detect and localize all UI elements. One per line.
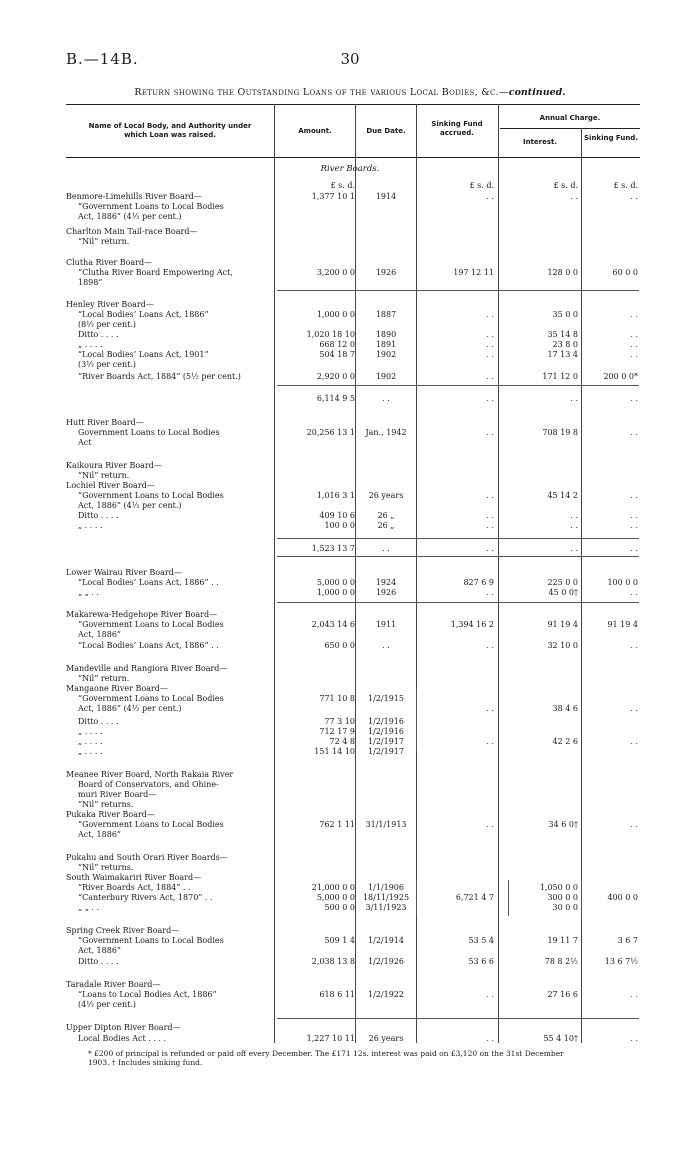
row-interest: 300 0 0: [547, 893, 578, 902]
row-interest: 32 10 0: [547, 641, 578, 650]
row-amount: 712 17 9: [319, 727, 355, 736]
row-interest: 34 6 0†: [548, 820, 578, 829]
row-due-date: 1911: [375, 620, 397, 629]
row-sinking-fund: . .: [630, 521, 638, 530]
row-sinking-fund: . .: [630, 588, 638, 597]
row-name: (8½ per cent.): [78, 320, 136, 329]
row-due-date: 1902: [375, 350, 397, 359]
row-sinking-fund: . .: [630, 704, 638, 713]
row-sinking-accrued: 53 6 6: [468, 957, 494, 966]
subtotal-rule: [277, 385, 639, 386]
subtotal-rule: [277, 538, 639, 539]
row-sinking-accrued: 53 5 4: [468, 936, 494, 945]
row-interest: 23 8 0: [552, 340, 578, 349]
col-head-name: Name of Local Body, and Authority under which Loan was raised.: [88, 122, 252, 139]
row-interest: 78 8 2½: [544, 957, 578, 966]
section-heading: River Boards.: [320, 164, 380, 174]
row-sinking-fund: . .: [630, 350, 638, 359]
row-due-date: 1/2/1916: [368, 727, 404, 736]
row-due-date: 1926: [375, 588, 397, 597]
row-name: (4½ per cent.): [78, 1000, 136, 1009]
row-interest: . .: [570, 521, 578, 530]
row-interest: 171 12 0: [542, 372, 578, 381]
row-name: Act, 1886” (4½ per cent.): [78, 212, 182, 221]
footnote-2: 1903. † Includes sinking fund.: [88, 1058, 203, 1067]
row-sinking-fund: 400 0 0: [607, 893, 638, 902]
row-sinking-fund: . .: [630, 990, 638, 999]
row-sinking-fund: 100 0 0: [607, 578, 638, 587]
table-title: [0, 87, 700, 98]
row-sinking-fund: . .: [630, 544, 638, 553]
row-sinking-accrued: . .: [486, 511, 494, 520]
row-name: Local Bodies Act . . . .: [78, 1034, 167, 1043]
row-amount: 1,020 18 10: [306, 330, 355, 339]
row-sinking-accrued: . .: [486, 820, 494, 829]
row-due-date: 1891: [375, 340, 397, 349]
row-due-date: 1887: [375, 310, 397, 319]
row-interest: 45 0 0†: [548, 588, 578, 597]
row-amount: 72 4 8: [329, 737, 355, 746]
row-name: Clutha River Board—: [66, 258, 153, 267]
row-sinking-accrued: . .: [486, 428, 494, 437]
row-name: “Government Loans to Local Bodies: [78, 620, 224, 629]
row-name: “Government Loans to Local Bodies: [78, 202, 224, 211]
row-name: Charlton Main Tail-race Board—: [66, 227, 198, 236]
subtotal-rule: [277, 556, 639, 557]
row-name: South Waimakariri River Board—: [66, 873, 202, 882]
row-amount: 409 10 6: [319, 511, 355, 520]
row-amount: 500 0 0: [324, 903, 355, 912]
row-amount: 650 0 0: [324, 641, 355, 650]
row-interest: 27 16 6: [547, 990, 578, 999]
row-name: Mandeville and Rangiora River Board—: [66, 664, 228, 673]
row-interest: 708 19 8: [542, 428, 578, 437]
header-bottom-rule: [66, 157, 640, 158]
row-name: Kaikoura River Board—: [66, 461, 162, 470]
row-name: “Clutha River Board Empowering Act,: [78, 268, 233, 277]
row-sinking-fund: . .: [630, 737, 638, 746]
row-amount: 771 10 8: [319, 694, 355, 703]
row-due-date: . .: [382, 641, 390, 650]
row-name: “Government Loans to Local Bodies: [78, 694, 224, 703]
row-name: “Government Loans to Local Bodies: [78, 491, 224, 500]
row-name: Act, 1886”: [78, 630, 122, 639]
row-due-date: Jan., 1942: [365, 428, 407, 437]
title-text: Return showing the Outstanding Loans of the various Local Bodies, &c.—: [134, 87, 509, 98]
row-name: “Nil” return.: [78, 674, 130, 683]
row-name: Taradale River Board—: [66, 980, 161, 989]
row-amount: 2,038 13 8: [311, 957, 355, 966]
row-amount: 509 1 4: [324, 936, 355, 945]
row-due-date: 1924: [375, 578, 397, 587]
row-amount: 3,200 0 0: [316, 268, 355, 277]
row-due-date: 1926: [375, 268, 397, 277]
header-top-rule: [66, 104, 640, 105]
row-sinking-accrued: . .: [486, 350, 494, 359]
col-head-sinking-fund: Sinking Fund.: [584, 134, 638, 142]
row-name: “Government Loans to Local Bodies: [78, 936, 224, 945]
row-sinking-accrued: . .: [486, 521, 494, 530]
row-sinking-fund: £ s. d.: [613, 181, 638, 190]
row-due-date: . .: [382, 394, 390, 403]
row-sinking-fund: . .: [630, 641, 638, 650]
row-interest: 225 0 0: [547, 578, 578, 587]
row-sinking-accrued: 827 6 9: [463, 578, 494, 587]
row-interest: 17 13 4: [547, 350, 578, 359]
row-sinking-accrued: . .: [486, 704, 494, 713]
annual-charge-rule: [500, 128, 640, 129]
row-name: “Canterbury Rivers Act, 1870” . .: [78, 893, 213, 902]
row-due-date: 26 „: [377, 511, 395, 520]
row-sinking-accrued: . .: [486, 330, 494, 339]
row-sinking-fund: 91 19 4: [607, 620, 638, 629]
subtotal-rule: [277, 602, 639, 603]
row-amount: 5,000 0 0: [316, 893, 355, 902]
row-interest: 55 4 10†: [543, 1034, 578, 1043]
row-amount: 1,523 13 7: [311, 544, 355, 553]
row-name: “Government Loans to Local Bodies: [78, 820, 224, 829]
row-name: Pukahu and South Orari River Boards—: [66, 853, 228, 862]
row-name: (3½ per cent.): [78, 360, 136, 369]
row-interest: 30 0 0: [552, 903, 578, 912]
row-due-date: 1/1/1906: [368, 883, 404, 892]
row-amount: 5,000 0 0: [316, 578, 355, 587]
row-name: Act, 1886”: [78, 830, 122, 839]
page-number: 30: [340, 50, 360, 68]
row-name: muri River Board—: [78, 790, 157, 799]
row-sinking-fund: . .: [630, 340, 638, 349]
col-sep-2: [355, 104, 356, 1043]
row-due-date: 1/2/1914: [368, 936, 404, 945]
subtotal-rule: [277, 1018, 639, 1019]
row-name: “Nil” return.: [78, 237, 130, 246]
row-interest: 128 0 0: [547, 268, 578, 277]
row-name: “Local Bodies’ Loans Act, 1901”: [78, 350, 209, 359]
row-due-date: 1/2/1916: [368, 717, 404, 726]
col-head-amount: Amount.: [298, 127, 332, 135]
row-sinking-accrued: . .: [486, 372, 494, 381]
row-sinking-accrued: . .: [486, 340, 494, 349]
row-interest: 35 0 0: [552, 310, 578, 319]
row-interest: . .: [570, 192, 578, 201]
row-interest: 91 19 4: [547, 620, 578, 629]
row-name: „ „ . .: [78, 588, 100, 597]
row-amount: 618 6 11: [319, 990, 355, 999]
row-due-date: 18/11/1925: [362, 893, 410, 902]
row-due-date: 1/2/1917: [368, 737, 404, 746]
row-interest: 38 4 6: [552, 704, 578, 713]
row-due-date: . .: [382, 544, 390, 553]
row-name: Board of Conservators, and Ohine-: [78, 780, 219, 789]
row-amount: 100 0 0: [324, 521, 355, 530]
row-name: Ditto . . . .: [78, 957, 119, 966]
row-interest: £ s. d.: [553, 181, 578, 190]
row-interest: 1,050 0 0: [539, 883, 578, 892]
row-sinking-accrued: . .: [486, 990, 494, 999]
row-amount: 1,377 10 1: [311, 192, 355, 201]
footnote-1: * £200 of principal is refunded or paid off every December. The £171 12s. interest was paid on £3,120 on the 31st December: [88, 1049, 564, 1058]
row-name: Act: [78, 438, 92, 447]
row-sinking-accrued: . .: [486, 394, 494, 403]
row-amount: 21,000 0 0: [311, 883, 355, 892]
row-sinking-accrued: . .: [486, 588, 494, 597]
row-sinking-accrued: . .: [486, 310, 494, 319]
row-due-date: 26 years: [368, 1034, 404, 1043]
row-sinking-fund: . .: [630, 1034, 638, 1043]
row-sinking-fund: 60 0 0: [612, 268, 638, 277]
row-amount: 1,016 3 1: [316, 491, 355, 500]
row-due-date: 1902: [375, 372, 397, 381]
row-name: Spring Creek River Board—: [66, 926, 180, 935]
row-interest: . .: [570, 394, 578, 403]
row-amount: 77 3 10: [324, 717, 355, 726]
row-sinking-accrued: 1,394 16 2: [450, 620, 494, 629]
row-name: Makarewa-Hedgehope River Board—: [66, 610, 218, 619]
row-amount: 151 14 10: [314, 747, 355, 756]
row-name: Meanee River Board, North Rakaia River: [66, 770, 234, 779]
row-sinking-accrued: £ s. d.: [469, 181, 494, 190]
row-sinking-fund: . .: [630, 820, 638, 829]
row-due-date: 1/2/1926: [368, 957, 404, 966]
row-name: “Nil” returns.: [78, 863, 134, 872]
page-reference: B.—14B.: [66, 50, 139, 68]
row-sinking-fund: . .: [630, 192, 638, 201]
row-amount: 1,000 0 0: [316, 310, 355, 319]
row-name: „ . . . .: [78, 737, 103, 746]
row-amount: 1,000 0 0: [316, 588, 355, 597]
row-due-date: 31/1/1913: [365, 820, 407, 829]
row-interest: . .: [570, 544, 578, 553]
subtotal-rule: [277, 290, 639, 291]
row-name: “Local Bodies’ Loans Act, 1886” . .: [78, 578, 219, 587]
row-sinking-accrued: . .: [486, 737, 494, 746]
row-name: “River Boards Act, 1884” (5½ per cent.): [78, 372, 241, 381]
row-name: “Nil” returns.: [78, 800, 134, 809]
footnotes: [88, 1049, 648, 1067]
row-name: “Local Bodies’ Loans Act, 1886” . .: [78, 641, 219, 650]
row-name: “Local Bodies’ Loans Act, 1886”: [78, 310, 209, 319]
row-name: Act, 1886” (4½ per cent.): [78, 501, 182, 510]
row-name: Ditto . . . .: [78, 511, 119, 520]
row-due-date: 1/2/1917: [368, 747, 404, 756]
row-name: Act, 1886” (4½ per cent.): [78, 704, 182, 713]
row-name: Upper Dipton River Board—: [66, 1023, 181, 1032]
row-name: „ . . . .: [78, 727, 103, 736]
row-name: “River Boards Act, 1884” . .: [78, 883, 191, 892]
row-amount: 762 1 11: [319, 820, 355, 829]
row-sinking-fund: 13 6 7½: [604, 957, 638, 966]
row-due-date: 26 years: [368, 491, 404, 500]
row-sinking-accrued: 197 12 11: [453, 268, 494, 277]
row-sinking-accrued: . .: [486, 192, 494, 201]
col-head-sinking-accrued: Sinking Fund accrued.: [431, 120, 483, 137]
row-amount: 2,043 14 6: [311, 620, 355, 629]
row-name: Henley River Board—: [66, 300, 154, 309]
row-sinking-fund: . .: [630, 491, 638, 500]
col-sep-4: [498, 104, 499, 1043]
col-head-interest: Interest.: [522, 138, 558, 146]
row-name: Hutt River Board—: [66, 418, 144, 427]
row-sinking-accrued: . .: [486, 1034, 494, 1043]
row-name: Ditto . . . .: [78, 330, 119, 339]
row-sinking-accrued: 6,721 4 7: [455, 893, 494, 902]
row-amount: 504 18 7: [319, 350, 355, 359]
row-amount: 20,256 13 1: [306, 428, 355, 437]
row-name: 1898”: [78, 278, 103, 287]
row-due-date: 1/2/1922: [368, 990, 404, 999]
row-name: Lochiel River Board—: [66, 481, 155, 490]
row-name: Mangaone River Board—: [66, 684, 168, 693]
row-sinking-fund: . .: [630, 511, 638, 520]
row-name: Ditto . . . .: [78, 717, 119, 726]
row-sinking-accrued: . .: [486, 491, 494, 500]
row-due-date: 1/2/1915: [368, 694, 404, 703]
col-head-due: Due Date.: [366, 127, 406, 135]
row-interest: 35 14 8: [547, 330, 578, 339]
col-sep-1: [274, 104, 275, 1043]
row-sinking-accrued: . .: [486, 641, 494, 650]
row-sinking-accrued: . .: [486, 544, 494, 553]
row-interest: . .: [570, 511, 578, 520]
row-name: Benmore-Limehills River Board—: [66, 192, 202, 201]
row-sinking-fund: 3 6 7: [617, 936, 638, 945]
row-due-date: 1890: [375, 330, 397, 339]
row-amount: 668 12 0: [319, 340, 355, 349]
row-due-date: 1914: [375, 192, 397, 201]
row-due-date: 26 „: [377, 521, 395, 530]
row-name: „ . . . .: [78, 340, 103, 349]
row-amount: 6,114 9 5: [316, 394, 355, 403]
title-continued: continued.: [508, 87, 566, 98]
row-amount: 1,227 10 11: [306, 1034, 355, 1043]
row-name: Act, 1886”: [78, 946, 122, 955]
row-sinking-fund: 200 0 0*: [603, 372, 638, 381]
row-interest: 45 14 2: [547, 491, 578, 500]
row-name: „ . . . .: [78, 747, 103, 756]
row-sinking-fund: . .: [630, 428, 638, 437]
row-sinking-fund: . .: [630, 310, 638, 319]
row-sinking-fund: . .: [630, 330, 638, 339]
row-name: „ „ . .: [78, 903, 100, 912]
col-head-annual-charge: Annual Charge.: [539, 114, 601, 122]
row-name: Lower Wairau River Board—: [66, 568, 182, 577]
row-sinking-fund: . .: [630, 394, 638, 403]
row-name: “Loans to Local Bodies Act, 1886”: [78, 990, 217, 999]
row-name: Government Loans to Local Bodies: [78, 428, 220, 437]
row-amount: £ s. d.: [330, 181, 355, 190]
row-due-date: 3/11/1923: [365, 903, 407, 912]
row-name: Pukaka River Board—: [66, 810, 155, 819]
row-amount: 2,920 0 0: [316, 372, 355, 381]
row-interest: 42 2 6: [552, 737, 578, 746]
row-name: „ . . . .: [78, 521, 103, 530]
row-name: “Nil” return.: [78, 471, 130, 480]
row-interest: 19 11 7: [547, 936, 578, 945]
